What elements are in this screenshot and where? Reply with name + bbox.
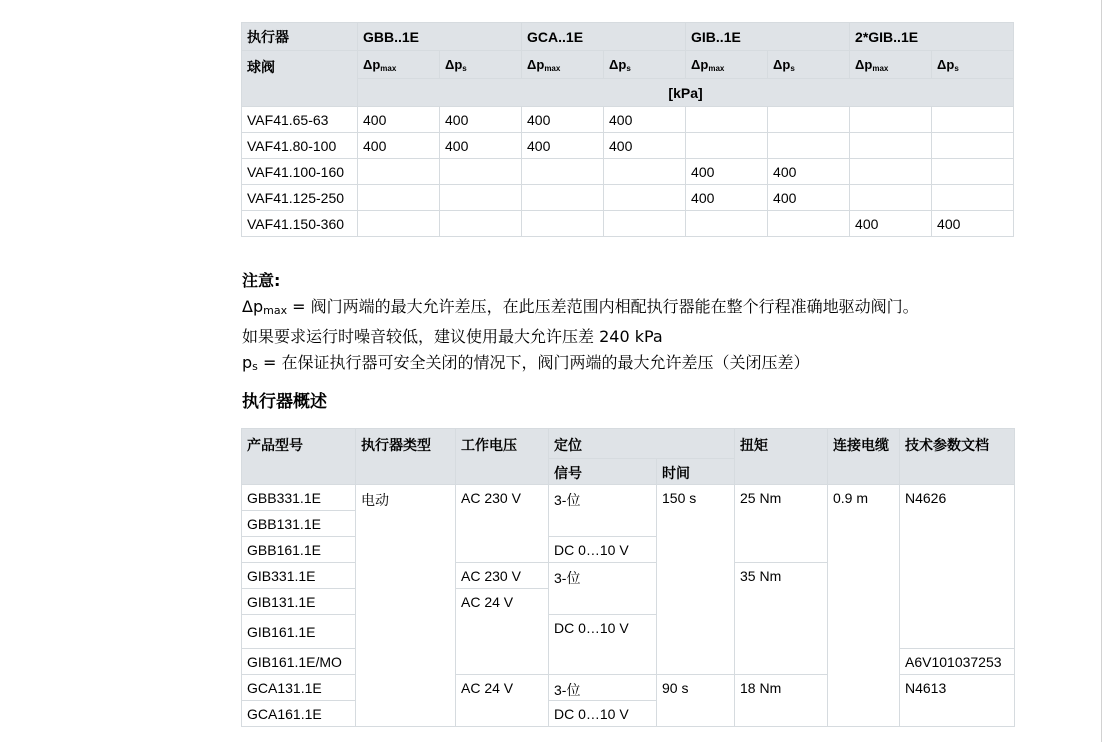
pressure-cell bbox=[440, 185, 522, 211]
pressure-cell bbox=[522, 211, 604, 237]
pressure-cell bbox=[686, 133, 768, 159]
signal-cell: 3-位 bbox=[549, 675, 657, 701]
pressure-cell bbox=[440, 159, 522, 185]
pressure-cell bbox=[686, 211, 768, 237]
pressure-cell: 400 bbox=[686, 185, 768, 211]
header-group-gca: GCA..1E bbox=[522, 23, 686, 51]
pressure-cell bbox=[768, 133, 850, 159]
docs-cell: N4626 bbox=[900, 485, 1015, 649]
model-cell: GBB131.1E bbox=[242, 511, 356, 537]
signal-cell: DC 0…10 V bbox=[549, 701, 657, 727]
pressure-cell: 400 bbox=[358, 133, 440, 159]
note-line-pmax: $\Delta p_{max}$ = 阀门两端的最大允许差压，在此压差范围内相配执行器能在整个行程准确地驱动阀门。 bbox=[242, 297, 919, 317]
model-cell: GIB131.1E bbox=[242, 589, 356, 615]
pressure-cell bbox=[604, 211, 686, 237]
pressure-cell: 400 bbox=[522, 107, 604, 133]
time-cell: 150 s bbox=[657, 485, 735, 675]
docs-cell: N4613 bbox=[900, 675, 1015, 727]
pressure-cell bbox=[932, 185, 1014, 211]
valve-name-cell: VAF41.80-100 bbox=[242, 133, 358, 159]
torque-cell: 35 Nm bbox=[735, 563, 828, 675]
pressure-cell bbox=[850, 159, 932, 185]
table-row bbox=[242, 159, 1014, 185]
header-positioning: 定位 bbox=[549, 429, 735, 459]
torque-cell: 25 Nm bbox=[735, 485, 828, 563]
header-actuator: 执行器 bbox=[242, 23, 358, 51]
model-cell: GIB161.1E bbox=[242, 615, 356, 649]
table-row bbox=[242, 133, 1014, 159]
header-group-gbb: GBB..1E bbox=[358, 23, 522, 51]
header-unit: [kPa] bbox=[358, 79, 1014, 107]
header-dpmax: $\Delta p_{max}$ bbox=[686, 51, 768, 79]
pressure-cell bbox=[522, 185, 604, 211]
pressure-cell bbox=[604, 159, 686, 185]
valve-actuator-compat-table bbox=[241, 22, 1014, 237]
pressure-cell: 400 bbox=[850, 211, 932, 237]
voltage-cell: AC 24 V bbox=[456, 675, 549, 727]
page-right-border bbox=[1101, 0, 1102, 742]
signal-cell: DC 0…10 V bbox=[549, 537, 657, 563]
voltage-cell: AC 230 V bbox=[456, 563, 549, 589]
notes-title: 注意: bbox=[242, 271, 281, 290]
cable-cell: 0.9 m bbox=[828, 485, 900, 727]
pressure-cell bbox=[850, 185, 932, 211]
table-row bbox=[242, 211, 1014, 237]
header-dps: $\Delta p_s$ bbox=[932, 51, 1014, 79]
pressure-cell bbox=[932, 133, 1014, 159]
pressure-cell bbox=[932, 159, 1014, 185]
signal-cell: 3-位 bbox=[549, 485, 657, 537]
pressure-cell bbox=[522, 159, 604, 185]
header-docs: 技术参数文档 bbox=[900, 429, 1015, 485]
voltage-cell: AC 24 V bbox=[456, 589, 549, 675]
valve-name-cell: VAF41.65-63 bbox=[242, 107, 358, 133]
note-line-ps: $p_s$ = 在保证执行器可安全关闭的情况下，阀门两端的最大允许差压（关闭压差） bbox=[242, 353, 810, 373]
signal-cell: DC 0…10 V bbox=[549, 615, 657, 675]
pressure-cell bbox=[358, 185, 440, 211]
table-row bbox=[242, 185, 1014, 211]
pressure-cell: 400 bbox=[604, 133, 686, 159]
header-valve: 球阀 bbox=[242, 51, 358, 107]
section-title: 执行器概述 bbox=[242, 392, 327, 412]
header-time: 时间 bbox=[657, 459, 735, 485]
torque-cell: 18 Nm bbox=[735, 675, 828, 727]
pressure-cell: 400 bbox=[932, 211, 1014, 237]
pressure-cell bbox=[932, 107, 1014, 133]
pressure-cell: 400 bbox=[358, 107, 440, 133]
header-signal: 信号 bbox=[549, 459, 657, 485]
pressure-cell: 400 bbox=[440, 107, 522, 133]
model-cell: GCA161.1E bbox=[242, 701, 356, 727]
header-dpmax: $\Delta p_{max}$ bbox=[358, 51, 440, 79]
header-dps: $\Delta p_s$ bbox=[440, 51, 522, 79]
pressure-cell bbox=[604, 185, 686, 211]
model-cell: GCA131.1E bbox=[242, 675, 356, 701]
type-cell: 电动 bbox=[356, 485, 456, 727]
pressure-cell bbox=[768, 211, 850, 237]
signal-cell: 3-位 bbox=[549, 563, 657, 615]
time-cell: 90 s bbox=[657, 675, 735, 727]
pressure-cell bbox=[686, 107, 768, 133]
pressure-cell: 400 bbox=[604, 107, 686, 133]
pressure-cell bbox=[440, 211, 522, 237]
pressure-cell: 400 bbox=[768, 185, 850, 211]
valve-name-cell: VAF41.100-160 bbox=[242, 159, 358, 185]
header-model: 产品型号 bbox=[242, 429, 356, 485]
pressure-cell bbox=[850, 133, 932, 159]
pressure-cell: 400 bbox=[440, 133, 522, 159]
voltage-cell: AC 230 V bbox=[456, 485, 549, 563]
note-line-noise: 如果要求运行时噪音较低，建议使用最大允许压差 240 kPa bbox=[242, 327, 663, 346]
header-dpmax: $\Delta p_{max}$ bbox=[522, 51, 604, 79]
header-dps: $\Delta p_s$ bbox=[604, 51, 686, 79]
header-cable: 连接电缆 bbox=[828, 429, 900, 485]
valve-name-cell: VAF41.150-360 bbox=[242, 211, 358, 237]
pressure-cell bbox=[768, 107, 850, 133]
pressure-cell: 400 bbox=[686, 159, 768, 185]
pressure-cell bbox=[358, 159, 440, 185]
header-type: 执行器类型 bbox=[356, 429, 456, 485]
valve-name-cell: VAF41.125-250 bbox=[242, 185, 358, 211]
table-row bbox=[242, 107, 1014, 133]
pressure-cell: 400 bbox=[522, 133, 604, 159]
header-group-gib: GIB..1E bbox=[686, 23, 850, 51]
pressure-cell bbox=[850, 107, 932, 133]
header-voltage: 工作电压 bbox=[456, 429, 549, 485]
model-cell: GIB161.1E/MO bbox=[242, 649, 356, 675]
header-group-2gib: 2*GIB..1E bbox=[850, 23, 1014, 51]
model-cell: GBB161.1E bbox=[242, 537, 356, 563]
pressure-cell: 400 bbox=[768, 159, 850, 185]
notes-block bbox=[242, 268, 919, 380]
header-dps: $\Delta p_s$ bbox=[768, 51, 850, 79]
pressure-cell bbox=[358, 211, 440, 237]
header-dpmax: $\Delta p_{max}$ bbox=[850, 51, 932, 79]
model-cell: GBB331.1E bbox=[242, 485, 356, 511]
header-torque: 扭矩 bbox=[735, 429, 828, 485]
docs-cell: A6V101037253 bbox=[900, 649, 1015, 675]
actuator-overview-table bbox=[241, 428, 1015, 727]
model-cell: GIB331.1E bbox=[242, 563, 356, 589]
